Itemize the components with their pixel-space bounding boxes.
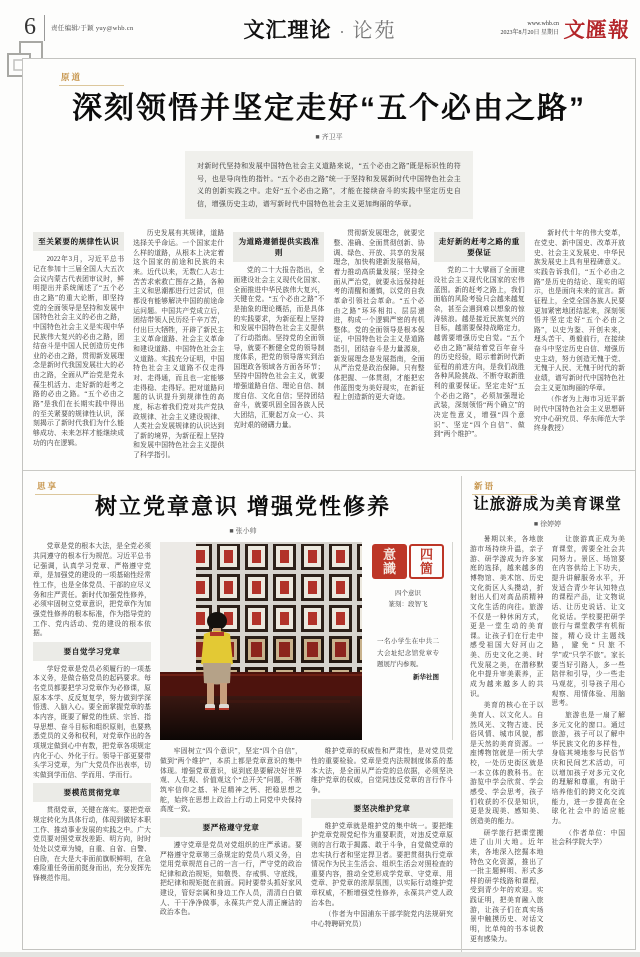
top-col-3	[233, 229, 324, 463]
seal-right	[409, 544, 444, 579]
body-text: 党的二十大擘画了全面建设社会主义现代化国家的宏伟蓝图。新的赶考之路上，我们面临的风险考验只会越来越复杂，甚至会遇到难以想象的惊涛骇浪。越是接近民族复兴的目标，越需要保持战略定力，越需要增强历史自觉。“五个必由之路”凝结着党百年奋斗的历史经验，昭示着新时代新征程的前进方向，是我们战胜各种风险挑战、不断夺取新胜利的重要保证。坚定走好“五个必由之路”，必须加强理论武装，深刻领悟“两个确立”的决定性意义，增强“四个意识”、坚定“四个自信”、做到“两个维护”。	[433, 267, 525, 439]
subhead-study-charter: 要自觉学习党章	[33, 642, 151, 661]
body-text: 维护党章的权威性和严肃性，是对党员党性的重要检验。党章是党内法规制度体系的基本大法，是全面从严治党的总依据，必须坚决维护党章的权威，自觉同违反党章的言行作斗争。	[311, 748, 453, 794]
vertical-divider	[461, 476, 462, 957]
body-text: 贯彻党章，关键在落实。要把党章规定转化为具体行动，体现到做好本职工作、推动事业发展的实践之中。广大党员要对照党章找差距、明方向，时时处处以党章为镜，自重、自省、自警、自励，在大是大非面前旗帜鲜明，在急难险重任务面前挺身而出，充分发挥先锋模范作用。	[33, 807, 151, 882]
publication-date: 2023年8月20日 星期日	[500, 30, 559, 36]
sixiang-col-mid	[160, 747, 302, 957]
article-abstract: 对新时代坚持和发展中国特色社会主义道路来说，“五个必由之路”既是标识性的符号，也是导向性的指针。“五个必由之路”统一于坚持和发展新时代中国特色社会主义的创新实践之中。走好“五个必由之路”，才能在接续奋斗的实践中坚定历史自信，增强历史主动，谱写新时代中国特色社会主义更加绚丽的华章。	[185, 151, 473, 219]
photo-row	[160, 542, 453, 740]
section-name: 文汇理论	[243, 19, 332, 42]
header-right	[500, 14, 630, 44]
subhead-defend-charter: 要坚决维护党章	[311, 799, 453, 818]
subhead-practice: 为道路遵循提供实践准则	[233, 232, 324, 262]
subhead-guarantee: 走好新的赶考之路的重要保证	[434, 232, 525, 262]
exhibition-photo	[160, 542, 362, 740]
page-edge	[0, 952, 640, 957]
date-block	[500, 20, 559, 38]
column-tag-yuandao: 原道	[59, 71, 124, 86]
seal-caption	[368, 588, 448, 610]
top-col-5	[434, 229, 525, 463]
content-frame	[22, 58, 636, 950]
body-text: 新时代十年的伟大变革，在党史、新中国史、改革开放史、社会主义发展史、中华民族发展史上具有里程碑意义。实践告诉我们，“五个必由之路”是历史的结论、现实的昭示，也是面向未来的宣言。新征程上，全党全国各族人民要更加紧密地团结起来，深刻领悟并坚定走好“五个必由之路”，以史为鉴、开创未来，埋头苦干、勇毅前行，在接续奋斗中坚定历史自信、增强历史主动，努力创造无愧于党、无愧于人民、无愧于时代的新业绩，谱写新时代中国特色社会主义更加绚丽的华章。	[533, 230, 625, 392]
masthead-logo: 文匯報	[563, 18, 631, 42]
section-dot: ·	[339, 21, 345, 41]
seal-char: 識	[382, 560, 396, 576]
seal-char: 箇	[419, 560, 433, 576]
photo-credit: 新华社图	[413, 673, 439, 681]
xinyu-article	[470, 476, 625, 957]
bottom-section	[33, 476, 625, 957]
column-tag-xinyu: 新语	[472, 480, 537, 495]
seal-caption-title: 四个意识	[395, 590, 421, 598]
sixiang-lower-columns	[160, 747, 453, 957]
subhead-regularity: 至关紧要的规律性认识	[33, 232, 124, 251]
xinyu-byline: ■ 徐婷婷	[533, 521, 562, 529]
page-number: 6	[24, 14, 36, 40]
body-text: 牢固树立“四个意识”，坚定“四个自信”，做到“两个维护”，本质上都是党章意识的集中体现。增强党章意识，说到底是要解决好世界观、人生观、价值观这个“总开关”问题，不断筑牢信仰之基、补足精神之钙、把稳思想之舵，始终在思想上政治上行动上同党中央保持高度一致。	[160, 748, 302, 814]
seal-char: 意	[382, 547, 396, 563]
body-text: 研学旅行把课堂搬进了山川大地。近年来，各地深入挖掘本地特色文化资源，推出了一批主题鲜明、形式多样的研学线路和课程，受到青少年的欢迎。实践证明，把美育融入旅游，让孩子们在真实场景中触摸历史、对话文明，比单纯的书本说教更有感染力。	[470, 829, 544, 943]
sixiang-body	[33, 542, 453, 957]
body-text: 旅游也是一扇了解多元文化的窗口。通过旅游，孩子可以了解中华民族文化的多样性，身临其境地参与民俗节庆和民间艺术活动，可以增加孩子对多元文化的理解和尊重，有助于培养他们的跨文化交流能力，进一步提高在全球化社会中的适应能力。	[551, 711, 625, 825]
body-text: 遵守党章是党员对党组织的庄严承诺。要严格遵守党章第三条规定的党员八项义务，自觉用党章规范自己的一言一行，严守党的政治纪律和政治规矩，知敬畏、存戒惧、守底线，把纪律和规矩挺在前面。同时要带头抓好家风建设，管好亲属和身边工作人员，清清白白做人、干干净净做事，永葆共产党人清正廉洁的政治本色。	[160, 841, 302, 917]
sixiang-byline: ■ 张小帅	[229, 528, 257, 536]
author-note: （作者为上海市习近平新时代中国特色社会主义思想研究中心研究员、华东师范大学终身教授）	[533, 396, 625, 433]
xinyu-headline: 让旅游成为美育课堂	[473, 496, 622, 514]
seal-char: 四	[419, 547, 433, 563]
horizontal-divider	[23, 470, 635, 471]
column-tag-sixiang: 思享	[35, 480, 100, 495]
xinyu-label-row	[472, 476, 625, 492]
body-text: 让旅游真正成为美育课堂，需要全社会共同努力。景区、场馆要在内容供给上下功夫，提升讲解服务水平，开发适合青少年认知特点的课程产品，让文物说话、让历史说话、让文化说话。学校要把研学旅行与课堂教学有机衔接，精心设计主题线路，避免“只旅不学”或“只学不旅”。家长要当好引路人，多一些陪伴和引导，少一些走马观花，引导孩子用心观察、用情体验、用脑思考。	[551, 536, 625, 708]
body-text: 党的二十大报告指出，全面建设社会主义现代化国家、全面推进中华民族伟大复兴，关键在党。“五个必由之路”不是抽象的理论概括，而是具体的实践要求，为新征程上坚持和发展中国特色社会主义提供了行动指南。坚持党的全面领导，就要不断健全党的领导制度体系，把党的领导落实到治国理政各领域各方面各环节；坚持中国特色社会主义，就要增强道路自信、理论自信、制度自信、文化自信；坚持团结奋斗，就要巩固全国各族人民大团结，汇聚起万众一心、共克时艰的磅礴力量。	[233, 267, 325, 429]
section-subname: 论苑	[352, 20, 397, 42]
body-text: 学好党章是党员必须履行的一项基本义务，是做合格党员的起码要求。每名党员都要把学习党章作为必修课，原原本本学、反反复复学，努力做到学深悟透、入脑入心。要全面掌握党章的基本内容，既要了解党的性质、宗旨、指导思想、奋斗目标和组织原则，也要熟悉党员的义务和权利，对党章作出的各项规定做到心中有数，把党章各项规定内化于心、外化于行。领导干部更要带头学习党章，为广大党员作出表率，切实做到学而信、学而用、学而行。	[33, 665, 151, 779]
body-text: 暑期以来，各地旅游市场持续升温，亲子游、研学游成为许多家庭的选择，越来越多的博物馆、美术馆、历史文化街区人头攒动，折射出人们对高品质精神文化生活的向往。旅游不仅是一种休闲方式，更是一堂生动的美育课。让孩子们在行走中感受祖国大好河山之美、历史文化之美、时代发展之美，在潜移默化中提升审美素养，正成为越来越多人的共识。	[470, 536, 544, 698]
photo-caption-column	[368, 542, 453, 740]
seal-left	[372, 544, 407, 579]
xinyu-col-1	[470, 535, 544, 957]
body-text: 贯彻新发展理念，就要完整、准确、全面贯彻创新、协调、绿色、开放、共享的发展理念，加快构建新发展格局，着力推动高质量发展；坚持全面从严治党，就要永远保持赶考的清醒和谨慎，以党的自我革命引领社会革命。“五个必由之路”环环相扣、层层递进，构成一个逻辑严密的有机整体。党的全面领导是根本保证，中国特色社会主义是道路指引，团结奋斗是力量源泉，新发展理念是发展指南，全面从严治党是政治保障。只有整体把握、一体贯彻，才能把宏伟蓝图变为美好现实，在新征程上创造新的更大奇迹。	[333, 230, 425, 402]
sixiang-label-row	[35, 476, 453, 492]
author-note: （作者为中国浦东干部学院党内法规研究中心特聘研究员）	[311, 911, 453, 928]
sixiang-col-left	[33, 542, 151, 957]
body-text: 美育的核心在于以美育人、以文化人。自然风光、文物古迹、民俗风情、城市风貌，都是天然的美育资源。一座博物馆就是一所大学校，一处历史街区就是一本立体的教科书。在游览中学会欣赏、学会感受、学会思考，孩子们收获的不仅是知识，更是发现美、感知美、创造美的能力。	[470, 702, 544, 825]
photo-caption: 一名小学生在中共二大会址纪念馆党章专题展厅内参观。	[377, 638, 439, 668]
page-header	[0, 10, 640, 52]
xinyu-col-2	[552, 535, 626, 957]
top-col-2	[133, 229, 224, 463]
top-col-4	[333, 229, 424, 463]
top-col-6	[534, 229, 625, 463]
body-text: 维护党章就是维护党的集中统一。要把维护党章党规党纪作为重要职责，对违反党章原则的言行敢于揭露、敢于斗争，自觉做党章的忠实执行者和坚定捍卫者。要把贯彻执行党章情况作为民主生活会、组织生活会对照检查的重要内容，推动全党形成学党章、守党章、用党章、护党章的浓厚氛围，以实际行动维护党章权威，不断增强党性修养，永葆共产党人政治本色。	[311, 822, 453, 907]
top-col-1	[33, 229, 124, 463]
top-article-columns	[33, 229, 625, 463]
top-article-label-row	[59, 67, 625, 81]
main-headline: 深刻领悟并坚定走好“五个必由之路”	[72, 92, 586, 125]
sixiang-headline: 树立党章意识 增强党性修养	[94, 494, 392, 520]
body-text: 党章是党的根本大法，是全党必须共同遵守的根本行为规范。习近平总书记强调，认真学习党章、严格遵守党章，是加强党的建设的一项基础性经常性工作，也是全体党员、干部的应尽义务和庄严责任。新时代加强党性修养，必须牢固树立党章意识，把党章作为加强党性修养的根本标准，作为指导党的工作、党内活动、党的建设的根本依据。	[33, 543, 151, 638]
author-note: （作者单位：中国社会科学院大学）	[551, 829, 625, 847]
sixiang-right-zone	[160, 542, 453, 957]
subhead-implement-charter: 要模范贯彻党章	[33, 783, 151, 802]
main-byline: ■ 齐卫平	[315, 134, 343, 141]
seal-caption-artist: 篆刻：段智飞	[388, 601, 428, 609]
subhead-obey-charter: 要严格遵守党章	[160, 818, 302, 837]
editor-credit: 责任编辑/于颖 yuy@whb.cn	[51, 25, 134, 32]
seal-artwork	[368, 544, 448, 579]
sixiang-col-right	[311, 747, 453, 957]
body-text: 历史发展有其规律，道路选择关乎命运。一个国家走什么样的道路，从根本上决定着这个国家的前途和民族的未来。近代以来，无数仁人志士苦苦求索救亡图存之路，各种主义和思潮都进行过尝试，但都没有能够解决中国的前途命运问题。中国共产党成立后，团结带领人民历经千辛万苦，付出巨大牺牲，开辟了新民主主义革命道路、社会主义革命和建设道路、中国特色社会主义道路。实践充分证明，中国特色社会主义道路不仅走得对、走得通，而且也一定能够走得稳、走得好。把对道路问题的认识提升到规律性的高度，标志着我们党对共产党执政规律、社会主义建设规律、人类社会发展规律的认识达到了新的境界，为新征程上坚持和发展中国特色社会主义提供了科学指引。	[133, 230, 225, 460]
website-url: www.whb.cn	[527, 21, 559, 27]
body-text: 2022年3月，习近平总书记在参加十三届全国人大五次会议内蒙古代表团审议时，鲜明提出并系统阐述了“五个必由之路”的重大论断，即坚持党的全面领导是坚持和发展中国特色社会主义的必由之路，中国特色社会主义是实现中华民族伟大复兴的必由之路，团结奋斗是中国人民创造历史伟业的必由之路，贯彻新发展理念是新时代我国发展壮大的必由之路，全面从严治党是党永葆生机活力、走好新的赶考之路的必由之路。“五个必由之路”是我们在长期实践中得出的至关紧要的规律性认识，深刻揭示了新时代我们为什么能够成功、未来怎样才能继续成功的内在逻辑。	[33, 256, 125, 447]
xinyu-columns	[470, 535, 625, 957]
sixiang-article	[33, 476, 453, 957]
